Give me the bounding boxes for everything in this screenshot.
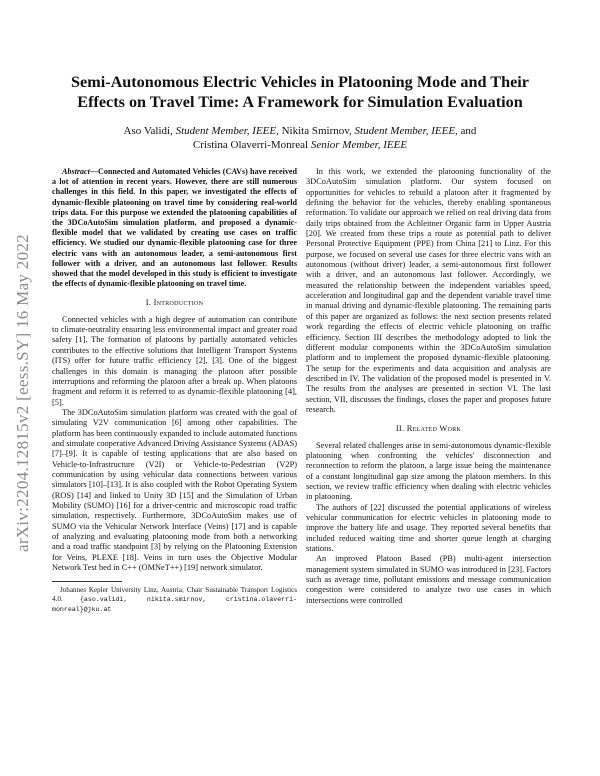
author-line-1 xyxy=(40,124,560,138)
abstract-lead: Abstract xyxy=(62,167,90,176)
related-paragraph-3: An improved Platoon Based (PB) multi-agent intersection management system simulated in SUMO was introduced in [23]. Factors such as average time, pollutant emissions and message communication congestion were considered to analyze two use cases in which intersections were controlled xyxy=(306,554,551,605)
section-heading-introduction: I. Introduction xyxy=(145,298,204,308)
arxiv-identifier: arXiv:2204.12815v2 [eess.SY] 16 May 2022 xyxy=(13,234,32,552)
right-column xyxy=(306,167,551,606)
author-3-role: Senior Member, IEEE xyxy=(310,139,408,151)
author-separator-1: , Nikita Smirnov, xyxy=(276,125,355,137)
author-block xyxy=(40,124,560,152)
footnote-divider xyxy=(52,581,122,582)
footnote-emails: {aso.validi, nikita.smirnov, cristina.olaverri-monreal}@jku.at xyxy=(52,596,297,613)
author-3-name: Cristina Olaverri-Monreal xyxy=(192,139,311,151)
author-2-role: Student Member, IEEE xyxy=(354,125,456,137)
related-paragraph-2: The authors of [22] discussed the potential applications of wireless vehicular communication for electric vehicles in platooning mode to improve the battery life and usage. They reported several benefits that included reduced waiting time and shorter queue length at charging stations. xyxy=(306,502,551,554)
left-column xyxy=(52,167,297,615)
related-paragraph-1: Several related challenges arise in semi-autonomous dynamic-flexible platooning when confronting the vehicles' disconnection and reconnection to reform the platoon, a large issue being the maintenance of a constant longitudinal gap size among the platoon members. In this section, we review traffic efficiency when dealing with electric vehicles in platooning. xyxy=(306,440,551,502)
title-line-2: Effects on Travel Time: A Framework for Simulation Evaluation xyxy=(77,93,523,111)
intro-paragraph-2: The 3DCoAutoSim simulation platform was created with the goal of simulating V2V communication [6] among other capabilities. The platform has been continuously expanded to include automated functions and simulate cooperative Advanced Driving Assistance Systems (ADAS) [7]–[9]. It is capable of testing applications that are also based on Vehicle-to-Infrastructure (V2I) or Vehicle-to-Pedestrian (V2P) communication by using vehicular data connections between various simulators [10]–[13]. It is also coupled with the Robot Operating System (ROS) [14] and linked to Unity 3D [15] and the Simulation of Urban Mobility (SUMO) [16] for a driver-centric and microscopic road traffic simulation, respectively. Furthermore, 3DCoAutoSim makes use of SUMO via the Vehicular Network Interface (Veins) [17] and is capable of analyzing and evaluating platooning mode from both a networking and a road traffic standpoint [3] by relying on the Platooning Extension for Veins, PLEXE [18]. Veins in turn uses the Objective Modular Network Test bed in C++ (OMNeT++) [19] network simulator. xyxy=(52,407,297,573)
author-line-2 xyxy=(40,138,560,152)
author-1-name: Aso Validi, xyxy=(123,125,176,137)
author-1-role: Student Member, IEEE xyxy=(175,125,277,137)
footnote-text: Johannes Kepler University Linz, Austria; Chair Sustainable Transport Logistics 4.0. xyxy=(52,586,297,604)
abstract-text: —Connected and Automated Vehicles (CAVs) have received a lot of attention in recent years. However, there are still numerous challenges in this field. In this paper, we investigated the effects of dynamic-flexible platooning on travel time by considering real-world trips data. For this purpose we extended the platooning capabilities of the 3DCoAutoSim simulation platform, and proposed a dynamic-flexible model that we validated by creating use cases on traffic efficiency. We studied our dynamic-flexible platooning case for three electric vans with an autonomous leader, a semi-autonomous first follower with a driver, and an autonomous last follower. Results showed that the model developed in this study is efficient to investigate the effects of dynamic-flexible platooning on travel time. xyxy=(52,167,297,289)
affiliation-footnote xyxy=(52,586,297,614)
author-separator-2: , and xyxy=(455,125,477,137)
intro-paragraph-3: In this work, we extended the platooning functionality of the 3DCoAutoSim simulation platform. Our system focused on opportunities for vehicles to rebuild a platoon after it fragmented by defining the behavior for the vehicles, thereby enabling spontaneous reformation. To validate our approach we relied on real driving data from daily trips obtained from the Achleitner Organic farm in Upper Austria [20]. We created from these trips a route as potential path to deliver Personal Protective Equipment (PPE) from China [21] to Linz. For this purpose, we focused on several use cases for three electric vans with an autonomous (without driver) leader, a semi-autonomous first follower with a driver, and an autonomous last follower. Accordingly, we measured the relationship between the independent variables speed, acceleration and longitudinal gap and the dependent variable travel time in manual driving and dynamic-flexible platooning. The remaining parts of this paper are organized as follows: the next section presents related work regarding the effects of electric vehicle platooning on traffic efficiency. Section III describes the methodology adopted to link the different modular components within the 3DCoAutoSim simulation platform and to implement the proposed dynamic-flexible platooning. The setup for the experiments and data acquisition and analysis are described in IV. The validation of the proposed model is presented in V. The results from the analyses are presented in section VI. The last section, VII, discusses the findings, closes the paper and proposes future research. xyxy=(306,167,551,414)
paper-title xyxy=(40,72,560,112)
section-heading-related-work: II. Related Work xyxy=(395,424,462,434)
intro-paragraph-1: Connected vehicles with a high degree of automation can contribute to climate-neutrality ensuring less environmental impact and greater road safety [1]. The formation of platoons by partially automated vehicles contributes to the effective solutions that Intelligent Transport Systems (ITS) offer for future traffic efficiency [2], [3]. One of the biggest challenges in this domain is managing the platoon after possible interruptions and reforming the platoon after a break up. When platoons fragment and reform it is referred to as dynamic-flexible platooning [4], [5]. xyxy=(52,314,297,407)
abstract xyxy=(52,167,297,289)
title-line-1: Semi-Autonomous Electric Vehicles in Platooning Mode and Their xyxy=(71,73,529,91)
